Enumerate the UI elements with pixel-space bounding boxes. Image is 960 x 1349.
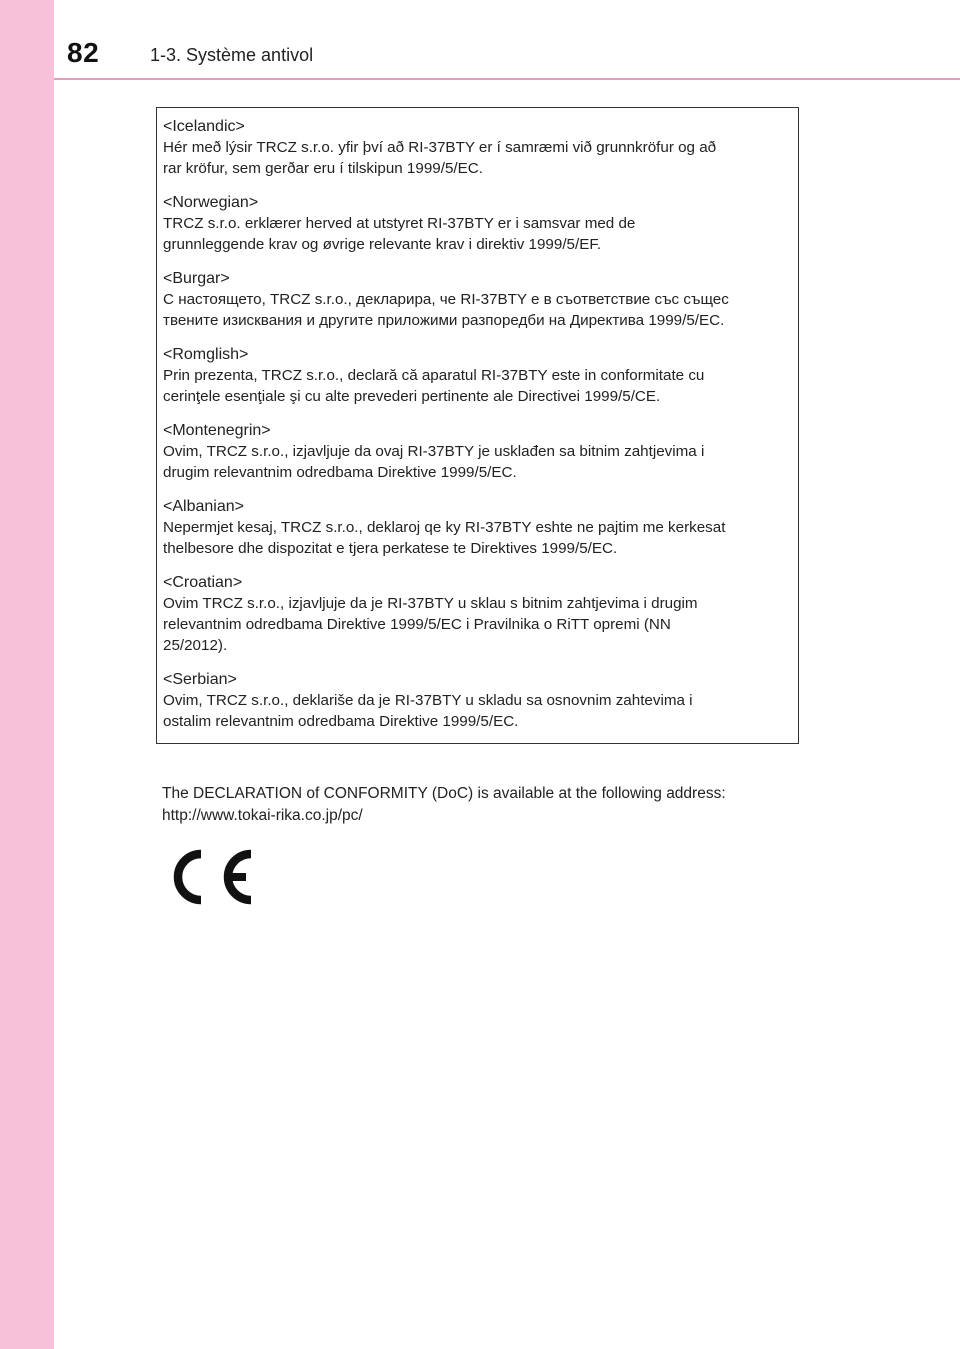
header-divider xyxy=(54,78,960,80)
declaration-text: Ovim TRCZ s.r.o., izjavljuje da je RI-37BTY u sklau s bitnim zahtjevima i drugim relevantnim odredbama Direktive 1999/5/EC i Pravilnika o RiTT opremi (NN 25/2012). xyxy=(163,595,698,654)
declaration-norwegian xyxy=(163,192,798,255)
ce-mark-icon xyxy=(165,848,257,906)
declaration-text: Ovim, TRCZ s.r.o., izjavljuje da ovaj RI-37BTY je usklađen sa bitnim zahtjevima i drugim relevantnim odredbama Direktive 1999/5/EC. xyxy=(163,443,705,481)
language-label: <Montenegrin> xyxy=(163,422,271,439)
declaration-text: С настоящето, TRCZ s.r.o., декларира, че RI-37BTY е в съответствие със същес твените изисквания и другите приложими разпоредби на Директива 1999/5/ЕС. xyxy=(163,291,729,329)
declaration-text: Hér með lýsir TRCZ s.r.o. yfir því að RI-37BTY er í samræmi við grunnkröfur og að rar kröfur, sem gerðar eru í tilskipun 1999/5/EC. xyxy=(163,139,717,177)
language-label: <Serbian> xyxy=(163,671,237,688)
declaration-montenegrin xyxy=(163,420,798,483)
declaration-box xyxy=(156,107,799,744)
language-label: <Albanian> xyxy=(163,498,244,515)
declaration-text: TRCZ s.r.o. erklærer herved at utstyret RI-37BTY er i samsvar med de grunnleggende krav og øvrige relevante krav i direktiv 1999/5/EF. xyxy=(163,215,636,253)
declaration-croatian xyxy=(163,572,798,656)
language-label: <Croatian> xyxy=(163,574,243,591)
language-label: <Romglish> xyxy=(163,346,249,363)
declaration-text: Prin prezenta, TRCZ s.r.o., declară că aparatul RI-37BTY este in conformitate cu cerinţele esenţiale şi cu alte prevederi pertinente ale Directivei 1999/5/CE. xyxy=(163,367,705,405)
language-label: <Burgar> xyxy=(163,270,230,287)
page-number: 82 xyxy=(67,37,100,68)
language-label: <Norwegian> xyxy=(163,194,259,211)
declaration-text: Ovim, TRCZ s.r.o., deklariše da je RI-37BTY u skladu sa osnovnim zahtevima i ostalim relevantnim odredbama Direktive 1999/5/EC. xyxy=(163,692,693,730)
section-title: 1-3. Système antivol xyxy=(150,45,314,65)
declaration-bulgarian xyxy=(163,268,798,331)
declaration-icelandic xyxy=(163,116,798,179)
declaration-romanian xyxy=(163,344,798,407)
language-label: <Icelandic> xyxy=(163,118,245,135)
declaration-text: Nepermjet kesaj, TRCZ s.r.o., deklaroj qe ky RI-37BTY eshte ne pajtim me kerkesat thelbesore dhe dispozitat e tjera perkatese te Direktives 1999/5/EC. xyxy=(163,519,726,557)
doc-notice-text: The DECLARATION of CONFORMITY (DoC) is available at the following address: xyxy=(162,785,726,802)
doc-url: http://www.tokai-rika.co.jp/pc/ xyxy=(162,807,363,824)
doc-notice xyxy=(162,783,802,827)
declaration-serbian xyxy=(163,669,798,732)
declaration-albanian xyxy=(163,496,798,559)
side-band xyxy=(0,0,54,1349)
